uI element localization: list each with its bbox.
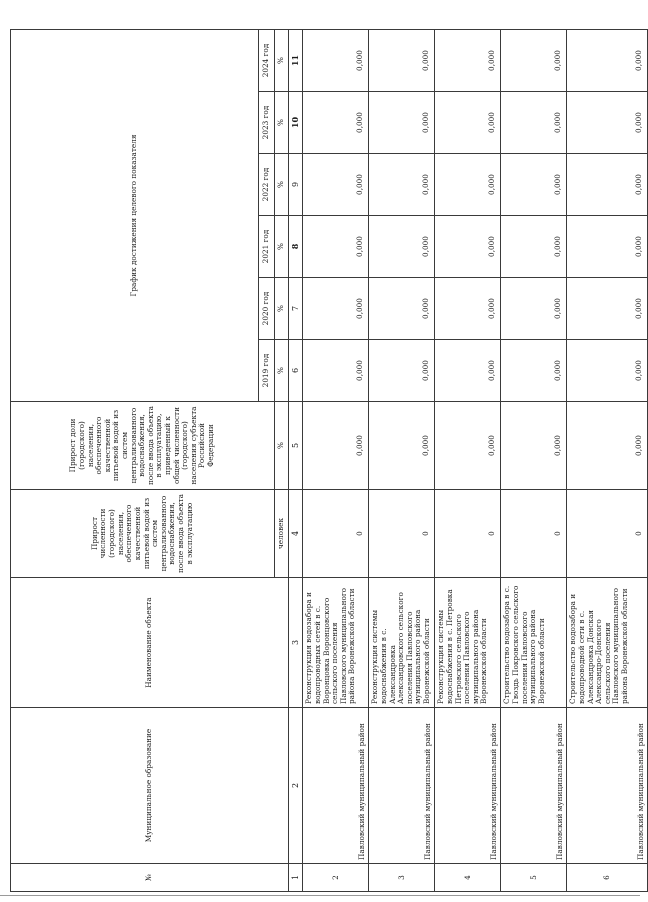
row-2024: 0,000 bbox=[567, 29, 648, 91]
row-people: 0 bbox=[567, 490, 648, 578]
table-row bbox=[303, 29, 369, 891]
row-people: 0 bbox=[303, 490, 369, 578]
colnum-6: 6 bbox=[289, 340, 303, 402]
row-2024: 0,000 bbox=[435, 29, 501, 91]
row-2021: 0,000 bbox=[303, 216, 369, 278]
row-people: 0 bbox=[435, 490, 501, 578]
header-share-growth: Прирост доли (городского) населения, обеспеченного качественной питьевой водой из систем централизованного водоснабжения, после ввода объекта в эксплуатацию, приведенный к общей численности (городского) населения субъекта Российской Федерации bbox=[11, 402, 275, 490]
column-number-row bbox=[289, 29, 303, 891]
year-2019: 2019 год bbox=[259, 340, 275, 402]
row-2022: 0,000 bbox=[369, 154, 435, 216]
year-2020: 2020 год bbox=[259, 278, 275, 340]
row-2021: 0,000 bbox=[501, 216, 567, 278]
colnum-3: 3 bbox=[289, 578, 303, 708]
row-share: 0,000 bbox=[303, 402, 369, 490]
row-2020: 0,000 bbox=[501, 278, 567, 340]
row-2024: 0,000 bbox=[369, 29, 435, 91]
row-no: 6 bbox=[567, 864, 648, 892]
indicator-table bbox=[10, 29, 648, 892]
colnum-7: 7 bbox=[289, 278, 303, 340]
colnum-2: 2 bbox=[289, 708, 303, 864]
page-edge-line bbox=[0, 895, 640, 896]
unit-percent: % bbox=[275, 402, 289, 490]
header-row bbox=[11, 29, 259, 891]
row-2023: 0,000 bbox=[303, 92, 369, 154]
header-object: Наименование объекта bbox=[11, 578, 289, 708]
row-people: 0 bbox=[369, 490, 435, 578]
row-share: 0,000 bbox=[501, 402, 567, 490]
row-share: 0,000 bbox=[369, 402, 435, 490]
row-2023: 0,000 bbox=[435, 92, 501, 154]
row-object: Строительство водозабора и водопроводной сети в с. Александровка Донская Александро-Донского сельского поселения Павловского муниципального района Воронежской области bbox=[567, 578, 648, 708]
header-municipality: Муниципальное образование bbox=[11, 708, 289, 864]
table-row bbox=[435, 29, 501, 891]
row-2019: 0,000 bbox=[501, 340, 567, 402]
year-2022: 2022 год bbox=[259, 154, 275, 216]
row-municipality: Павловский муниципальный район bbox=[435, 708, 501, 864]
unit-2023: % bbox=[275, 92, 289, 154]
header-population-growth: Прирост численности (городского) населения, обеспеченного качественной питьевой водой из систем централизованного водоснабжения, после ввода объекта в эксплуатацию bbox=[11, 490, 275, 578]
row-2019: 0,000 bbox=[435, 340, 501, 402]
row-2023: 0,000 bbox=[567, 92, 648, 154]
year-2021: 2021 год bbox=[259, 216, 275, 278]
row-municipality: Павловский муниципальный район bbox=[303, 708, 369, 864]
year-2023: 2023 год bbox=[259, 92, 275, 154]
unit-2021: % bbox=[275, 216, 289, 278]
unit-2020: % bbox=[275, 278, 289, 340]
row-2020: 0,000 bbox=[303, 278, 369, 340]
rotated-table-wrapper bbox=[10, 30, 645, 892]
header-schedule: График достижения целевого показателя bbox=[11, 29, 259, 401]
row-no: 2 bbox=[303, 864, 369, 892]
row-2024: 0,000 bbox=[501, 29, 567, 91]
row-no: 3 bbox=[369, 864, 435, 892]
row-2020: 0,000 bbox=[369, 278, 435, 340]
colnum-4: 4 bbox=[289, 490, 303, 578]
row-2022: 0,000 bbox=[303, 154, 369, 216]
row-2023: 0,000 bbox=[369, 92, 435, 154]
unit-2019: % bbox=[275, 340, 289, 402]
table-row bbox=[567, 29, 648, 891]
row-2022: 0,000 bbox=[501, 154, 567, 216]
unit-2024: % bbox=[275, 29, 289, 91]
colnum-11: 11 bbox=[289, 29, 303, 91]
row-no: 5 bbox=[501, 864, 567, 892]
unit-people: человек bbox=[275, 490, 289, 578]
colnum-8: 8 bbox=[289, 216, 303, 278]
row-2022: 0,000 bbox=[567, 154, 648, 216]
row-2020: 0,000 bbox=[435, 278, 501, 340]
row-2021: 0,000 bbox=[435, 216, 501, 278]
row-municipality: Павловский муниципальный район bbox=[501, 708, 567, 864]
row-2019: 0,000 bbox=[567, 340, 648, 402]
row-2019: 0,000 bbox=[369, 340, 435, 402]
colnum-10: 10 bbox=[289, 92, 303, 154]
table-row bbox=[501, 29, 567, 891]
row-municipality: Павловский муниципальный район bbox=[369, 708, 435, 864]
row-2022: 0,000 bbox=[435, 154, 501, 216]
row-2020: 0,000 bbox=[567, 278, 648, 340]
row-2024: 0,000 bbox=[303, 29, 369, 91]
row-share: 0,000 bbox=[435, 402, 501, 490]
row-share: 0,000 bbox=[567, 402, 648, 490]
colnum-9: 9 bbox=[289, 154, 303, 216]
colnum-1: 1 bbox=[289, 864, 303, 892]
row-municipality: Павловский муниципальный район bbox=[567, 708, 648, 864]
row-2023: 0,000 bbox=[501, 92, 567, 154]
row-object: Реконструкция системы водоснабжения в с. Петровка Петровского сельского поселения Павловского муниципального района Воронежской области bbox=[435, 578, 501, 708]
row-object: Реконструкция водозабора и водопроводных сетей в с. Воронцовка Воронцовского сельского поселения Павловского муниципального района Воронежской области bbox=[303, 578, 369, 708]
row-people: 0 bbox=[501, 490, 567, 578]
row-object: Реконструкция системы водоснабжения в с. Александровка Александровского сельского поселения Павловского муниципального района Воронежской области bbox=[369, 578, 435, 708]
row-object: Строительство водозабора в с. Гвоздь Покровского сельского поселения Павловского муниципального района Воронежской области bbox=[501, 578, 567, 708]
row-2019: 0,000 bbox=[303, 340, 369, 402]
row-no: 4 bbox=[435, 864, 501, 892]
row-2021: 0,000 bbox=[567, 216, 648, 278]
unit-2022: % bbox=[275, 154, 289, 216]
header-no: № bbox=[11, 864, 289, 892]
table-row bbox=[369, 29, 435, 891]
row-2021: 0,000 bbox=[369, 216, 435, 278]
year-2024: 2024 год bbox=[259, 29, 275, 91]
colnum-5: 5 bbox=[289, 402, 303, 490]
